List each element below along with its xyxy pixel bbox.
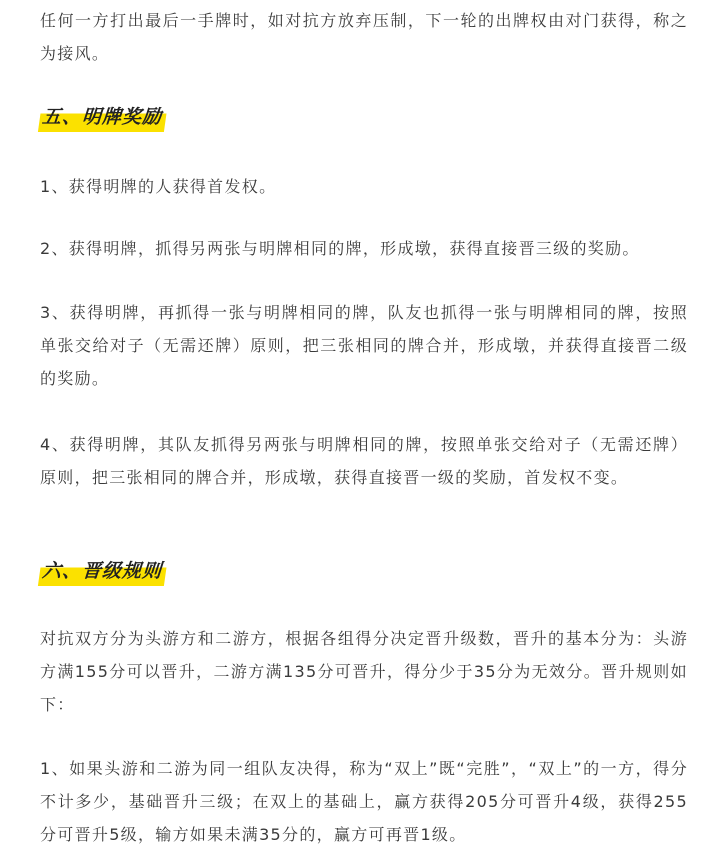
heading-highlight xyxy=(38,556,168,586)
list-item: 3、获得明牌，再抓得一张与明牌相同的牌，队友也抓得一张与明牌相同的牌，按照单张交给对子（无需还牌）原则，把三张相同的牌合并，形成墩，并获得直接晋二级的奖励。 xyxy=(40,303,688,388)
list-item: 1、获得明牌的人获得首发权。 xyxy=(40,177,277,196)
section-heading-bright-card-reward xyxy=(40,102,166,132)
list-item: 2、获得明牌，抓得另两张与明牌相同的牌，形成墩，获得直接晋三级的奖励。 xyxy=(40,239,640,258)
rules-intro-paragraph: 对抗双方分为头游方和二游方，根据各组得分决定晋升级数，晋升的基本分为：头游方满155分可以晋升，二游方满135分可晋升，得分少于35分为无效分。晋升规则如下： xyxy=(40,629,688,714)
intro-paragraph: 任何一方打出最后一手牌时，如对抗方放弃压制，下一轮的出牌权由对门获得，称之为接风。 xyxy=(40,11,688,63)
list-item: 1、如果头游和二游为同一组队友决得，称为“双上”既“完胜”，“双上”的一方，得分不计多少，基础晋升三级；在双上的基础上，赢方获得205分可晋升4级，获得255分可晋升5级，输方如果未满35分的，赢方可再晋1级。 xyxy=(40,759,688,844)
heading-text: 五、明牌奖励 xyxy=(41,106,163,128)
heading-highlight xyxy=(38,102,168,132)
list-item: 4、获得明牌，其队友抓得另两张与明牌相同的牌，按照单张交给对子（无需还牌）原则，把三张相同的牌合并，形成墩，获得直接晋一级的奖励，首发权不变。 xyxy=(40,435,688,487)
section-heading-promotion-rules xyxy=(40,556,166,586)
heading-text: 六、晋级规则 xyxy=(41,560,163,582)
